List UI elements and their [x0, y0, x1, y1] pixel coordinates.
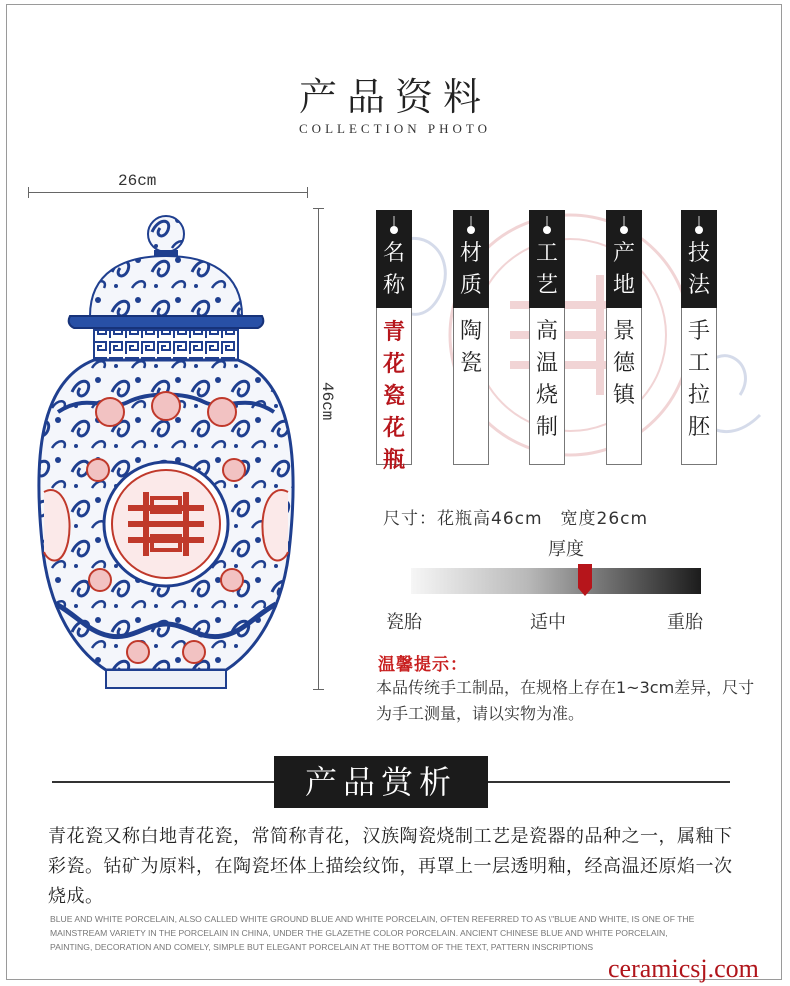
spec-technique — [681, 210, 717, 465]
spec-name-value: 青花瓷花瓶 — [376, 308, 412, 465]
spec-origin-value: 景德镇 — [606, 308, 642, 465]
spec-origin — [606, 210, 642, 465]
spec-technique-key: 技法 — [681, 210, 717, 308]
spec-craft-key: 工艺 — [529, 210, 565, 308]
spec-origin-key: 产地 — [606, 210, 642, 308]
thickness-marker — [578, 564, 592, 588]
height-dimension-label: 46cm — [318, 382, 336, 421]
width-dimension-line — [28, 192, 308, 193]
vase-image — [28, 212, 304, 696]
thickness-scale-thin: 瓷胎 — [386, 612, 422, 633]
page-subtitle: COLLECTION PHOTO — [299, 121, 491, 136]
spec-material-key: 材质 — [453, 210, 489, 308]
width-dimension-label: 26cm — [118, 172, 157, 190]
spec-name — [376, 210, 412, 473]
thickness-scale-medium: 适中 — [530, 612, 566, 633]
spec-craft — [529, 210, 565, 465]
thickness-bar — [411, 568, 701, 594]
seal-background — [360, 195, 780, 485]
spec-material-value: 陶瓷 — [453, 308, 489, 465]
thickness-label: 厚度 — [548, 539, 584, 560]
spec-technique-value: 手工拉胚 — [681, 308, 717, 465]
height-dimension-line — [318, 208, 319, 690]
appreciation-title: 产品赏析 — [274, 756, 488, 808]
watermark: ceramicsj.com — [608, 954, 759, 983]
size-info: 尺寸：花瓶高46cm 宽度26cm — [383, 509, 649, 529]
tips-title: 温馨提示： — [378, 655, 468, 675]
spec-material — [453, 210, 489, 465]
appreciation-text-cn: 青花瓷又称白地青花瓷，常简称青花，汉族陶瓷烧制工艺是瓷器的品种之一，属釉下彩瓷。钴矿为原料，在陶瓷坯体上描绘纹饰，再罩上一层透明釉，经高温还原焰一次烧成。 — [48, 826, 733, 907]
appreciation-text-en: BLUE AND WHITE PORCELAIN, ALSO CALLED WHITE GROUND BLUE AND WHITE PORCELAIN, OFTEN REFERRED TO AS \"BLUE AND WHITE, IS ONE OF THE MAINSTREAM VARIETY IN THE PORCELAIN IN CHINA, UNDER THE GLAZETHE COLOR PORCELAIN. ANCIENT CHINESE BLUE AND WHITE PORCELAIN, PAINTING, DECORATION AND COMELY, SIMPLE BUT ELEGANT PORCELAIN AT THE BOTTOM OF THE TEXT, PATTERN INSCRIPTIONS — [50, 914, 695, 952]
tips-text: 本品传统手工制品，在规格上存在1~3cm差异，尺寸为手工测量，请以实物为准。 — [376, 678, 755, 723]
spec-craft-value: 高温烧制 — [529, 308, 565, 465]
spec-name-key: 名称 — [376, 210, 412, 308]
thickness-scale-heavy: 重胎 — [667, 612, 703, 633]
page-title: 产品资料 — [298, 75, 491, 119]
